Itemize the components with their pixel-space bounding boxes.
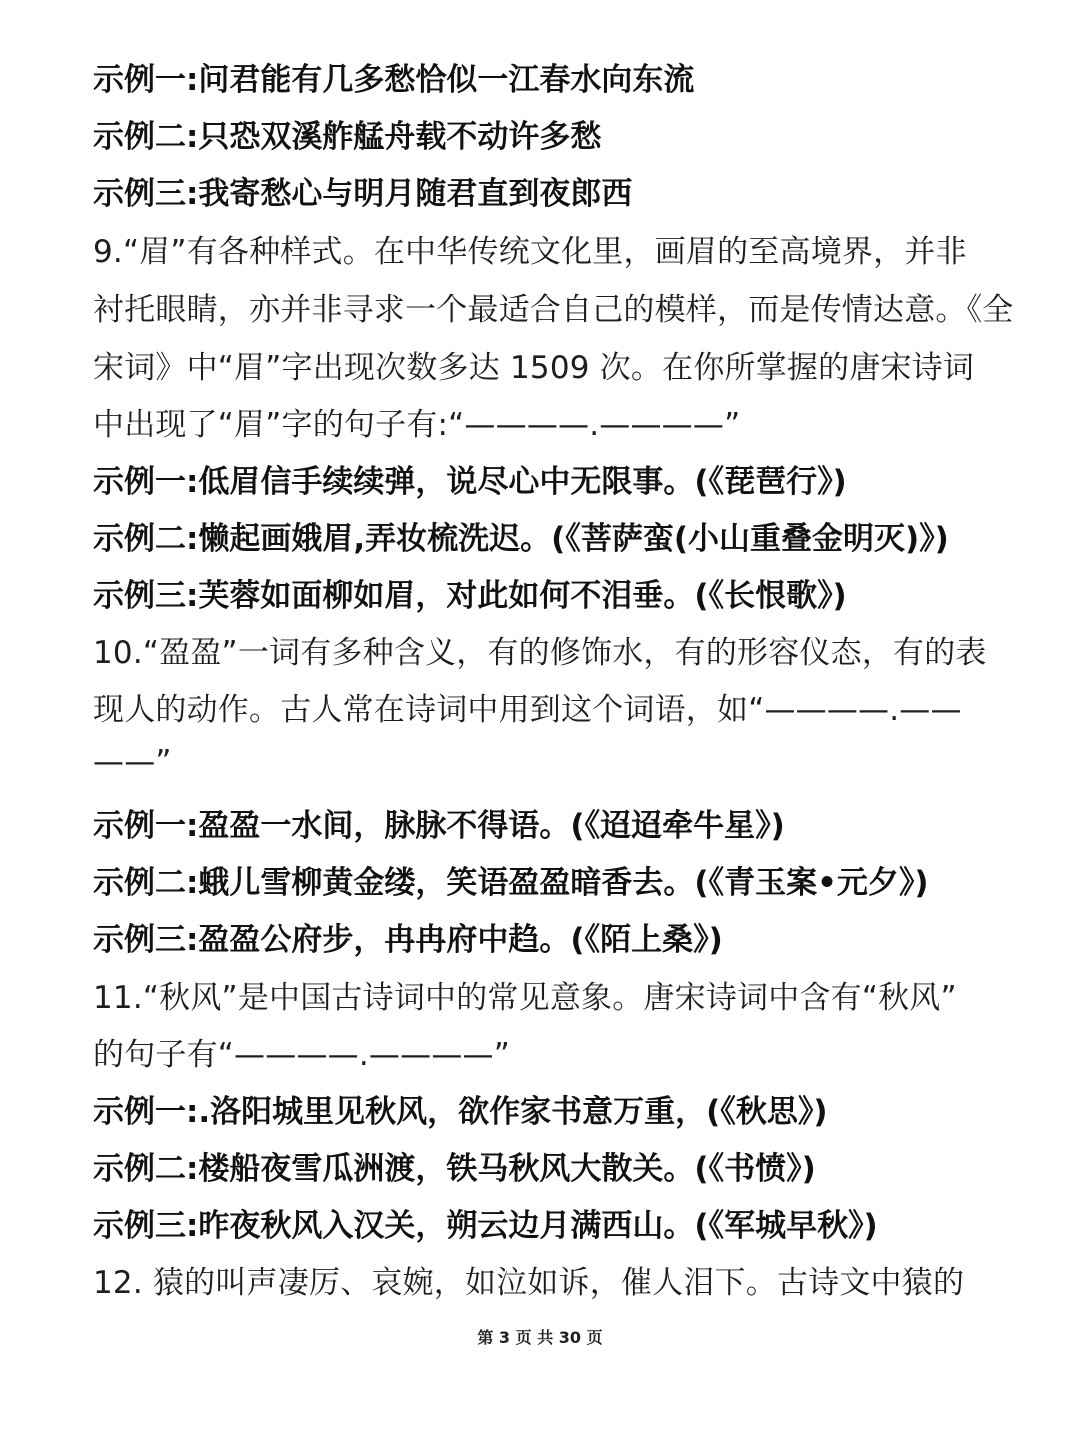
example-line: 示例三:芙蓉如面柳如眉，对此如何不泪垂。(《长恨歌》) [93, 578, 847, 614]
example-line: 示例二:只恐双溪舴艋舟载不动许多愁 [93, 119, 602, 155]
question-line: 11.“秋风”是中国古诗词中的常见意象。唐宋诗词中含有“秋风” [93, 980, 957, 1016]
question-line: ——” [93, 744, 172, 780]
question-line: 10.“盈盈”一词有多种含义，有的修饰水，有的形容仪态，有的表 [93, 635, 987, 671]
question-line: 中出现了“眉”字的句子有:“————.————” [93, 407, 741, 443]
example-line: 示例二:蛾儿雪柳黄金缕，笑语盈盈暗香去。(《青玉案•元夕》) [93, 865, 929, 901]
example-line: 示例三:昨夜秋风入汉关，朔云边月满西山。(《军城早秋》) [93, 1208, 878, 1244]
page-number: 第 3 页 共 30 页 [477, 1328, 603, 1347]
question-line: 9.“眉”有各种样式。在中华传统文化里，画眉的至高境界，并非 [93, 234, 967, 270]
question-line: 现人的动作。古人常在诗词中用到这个词语，如“————.—— [93, 692, 962, 728]
example-line: 示例三:盈盈公府步，冉冉府中趋。(《陌上桑》) [93, 922, 723, 958]
example-line: 示例一:盈盈一水间，脉脉不得语。(《迢迢牵牛星》) [93, 808, 785, 844]
example-line: 示例一:问君能有几多愁恰似一江春水向东流 [93, 62, 695, 98]
question-line: 衬托眼睛，亦并非寻求一个最适合自己的模样，而是传情达意。《全 [93, 292, 1014, 328]
question-line: 宋词》中“眉”字出现次数多达 1509 次。在你所掌握的唐宋诗词 [93, 350, 975, 386]
question-line: 的句子有“————.————” [93, 1037, 510, 1073]
example-line: 示例一:低眉信手续续弹，说尽心中无限事。(《琵琶行》) [93, 464, 847, 500]
example-line: 示例二:懒起画娥眉,弄妆梳洗迟。(《菩萨蛮(小山重叠金明灭)》) [93, 521, 949, 557]
example-line: 示例三:我寄愁心与明月随君直到夜郎西 [93, 176, 633, 212]
example-line: 示例一:.洛阳城里见秋风，欲作家书意万重，(《秋思》) [93, 1094, 828, 1130]
example-line: 示例二:楼船夜雪瓜洲渡，铁马秋风大散关。(《书愤》) [93, 1151, 816, 1187]
question-line: 12. 猿的叫声凄厉、哀婉，如泣如诉，催人泪下。古诗文中猿的 [93, 1265, 965, 1301]
